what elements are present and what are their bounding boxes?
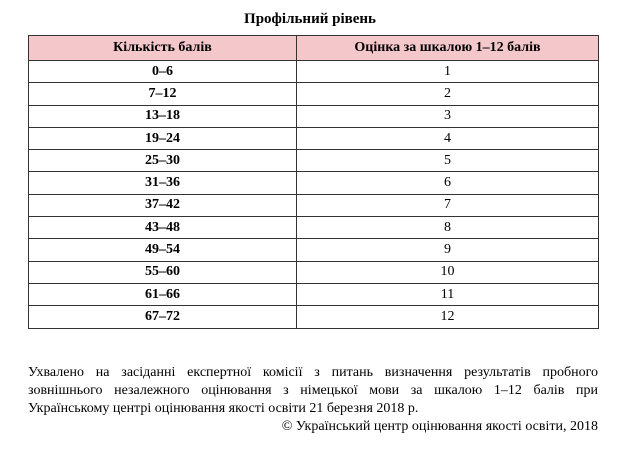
header-grade: Оцінка за шкалою 1–12 балів <box>297 36 599 61</box>
points-cell: 31–36 <box>29 172 297 194</box>
header-points: Кількість балів <box>29 36 297 61</box>
table-row <box>29 306 599 328</box>
approval-note: Ухвалено на засіданні експертної комісії з питань визначення результатів пробного зовнішнього незалежного оцінювання з німецької мови за шкалою 1–12 балів при Українському центрі оцінювання якості освіти 21 березня 2018 р. <box>28 365 598 416</box>
table-row <box>29 217 599 239</box>
points-cell: 43–48 <box>29 217 297 239</box>
points-cell: 13–18 <box>29 105 297 127</box>
page-title: Профільний рівень <box>244 11 376 27</box>
grade-cell: 9 <box>297 239 599 261</box>
grade-cell: 10 <box>297 261 599 283</box>
points-cell: 61–66 <box>29 283 297 305</box>
score-conversion-table <box>28 35 599 329</box>
points-cell: 7–12 <box>29 83 297 105</box>
points-cell: 67–72 <box>29 306 297 328</box>
grade-cell: 11 <box>297 283 599 305</box>
grade-cell: 7 <box>297 194 599 216</box>
table-row <box>29 172 599 194</box>
table-row <box>29 105 599 127</box>
table-header-row <box>29 36 599 61</box>
table-row <box>29 261 599 283</box>
points-cell: 0–6 <box>29 61 297 83</box>
table-row <box>29 83 599 105</box>
points-cell: 37–42 <box>29 194 297 216</box>
points-cell: 49–54 <box>29 239 297 261</box>
grade-cell: 1 <box>297 61 599 83</box>
points-cell: 25–30 <box>29 150 297 172</box>
grade-cell: 12 <box>297 306 599 328</box>
table-row <box>29 283 599 305</box>
copyright-notice: © Український центр оцінювання якості освіти, 2018 <box>281 419 598 434</box>
table-row <box>29 150 599 172</box>
table-row <box>29 194 599 216</box>
grade-cell: 6 <box>297 172 599 194</box>
grade-cell: 5 <box>297 150 599 172</box>
points-cell: 19–24 <box>29 127 297 149</box>
grade-cell: 3 <box>297 105 599 127</box>
table-row <box>29 239 599 261</box>
points-cell: 55–60 <box>29 261 297 283</box>
grade-cell: 2 <box>297 83 599 105</box>
table-row <box>29 61 599 83</box>
table-row <box>29 127 599 149</box>
grade-cell: 8 <box>297 217 599 239</box>
grade-cell: 4 <box>297 127 599 149</box>
